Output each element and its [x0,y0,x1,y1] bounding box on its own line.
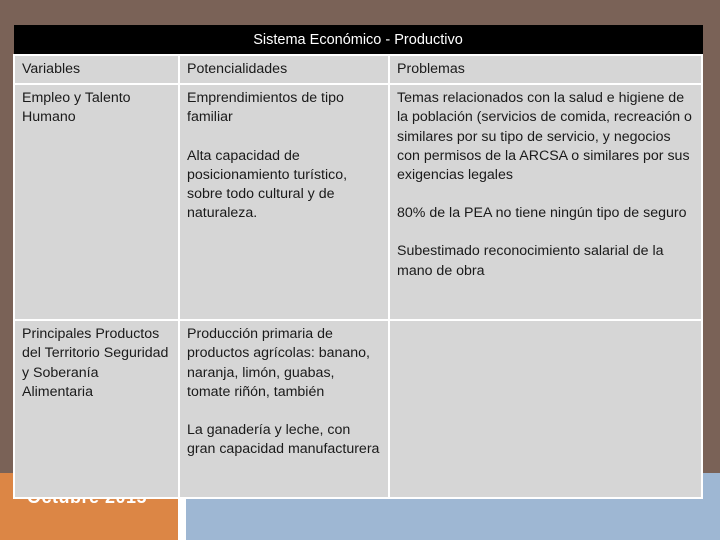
variable-cell: Principales Productos del Territorio Seguridad y Soberanía Alimentaria [14,320,179,498]
potencialidades-cell [179,84,389,320]
variable-cell: Empleo y Talento Humano [14,84,179,320]
problema-item: Subestimado reconocimiento salarial de la mano de obra [397,243,664,279]
problema-item: 80% de la PEA no tiene ningún tipo de seguro [397,205,687,222]
header-potencialidades: Potencialidades [179,55,389,84]
problemas-cell-empty [389,320,702,498]
header-variables: Variables [14,55,179,84]
potencialidad-item: La ganadería y leche, con gran capacidad manufacturera [187,422,380,458]
potencialidad-item: Emprendimientos de tipo familiar [187,90,344,126]
table-title: Sistema Económico - Productivo [14,26,702,56]
table-row [14,320,702,498]
table-header-row [14,55,702,84]
table-row [14,84,702,320]
problema-item: Temas relacionados con la salud e higiene de la población (servicios de comida, recreación o similares por su tipo de servicio, y negocios con permisos de la ARCSA o similares por sus exigencias legales [397,90,692,184]
economic-productive-table [13,25,703,499]
potencialidad-item: Alta capacidad de posicionamiento turístico, sobre todo cultural y de naturaleza. [187,147,348,222]
header-problemas: Problemas [389,55,702,84]
table-title-row [14,26,702,56]
potencialidad-item: Producción primaria de productos agrícolas: banano, naranja, limón, guabas, tomate riñón, también [187,326,370,400]
potencialidades-cell [179,320,389,498]
problemas-cell [389,84,702,320]
economic-table-container [13,25,701,502]
